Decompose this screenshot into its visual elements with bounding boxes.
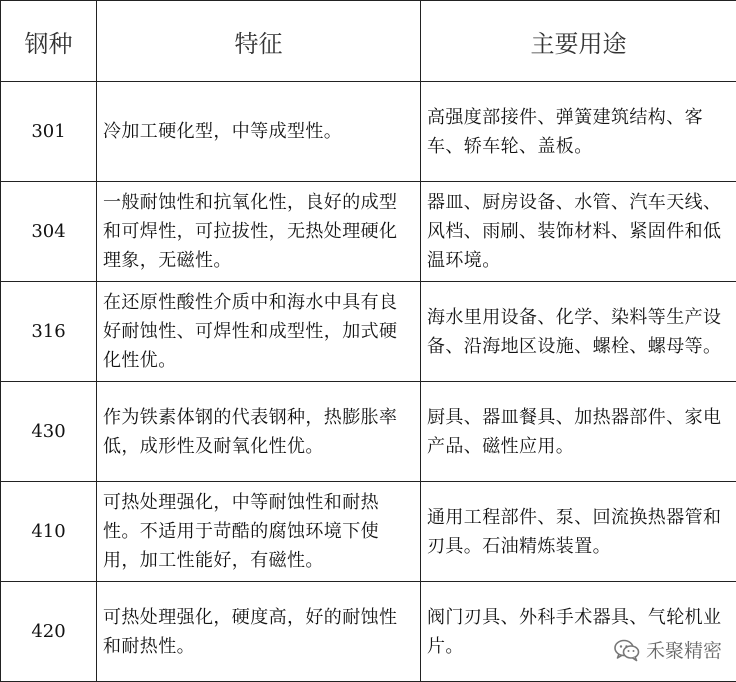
usage-cell: 厨具、器皿餐具、加热器部件、家电产品、磁性应用。 — [421, 382, 736, 482]
usage-cell: 阀门刃具、外科手术器具、气轮机业片。 — [421, 582, 736, 682]
table-row — [1, 582, 736, 682]
grade-cell: 304 — [1, 182, 97, 282]
usage-cell: 海水里用设备、化学、染料等生产设备、沿海地区设施、螺栓、螺母等。 — [421, 282, 736, 382]
grade-cell: 420 — [1, 582, 97, 682]
table-row — [1, 82, 736, 182]
watermark — [614, 636, 722, 663]
grade-cell: 301 — [1, 82, 97, 182]
grade-cell: 410 — [1, 482, 97, 582]
feature-cell: 在还原性酸性介质中和海水中具有良好耐蚀性、可焊性和成型性，加式硬化性优。 — [97, 282, 421, 382]
table-row — [1, 282, 736, 382]
feature-cell: 可热处理强化，中等耐蚀性和耐热性。不适用于苛酷的腐蚀环境下使用，加工性能好，有磁性。 — [97, 482, 421, 582]
usage-cell: 器皿、厨房设备、水管、汽车天线、风档、雨刷、装饰材料、紧固件和低温环境。 — [421, 182, 736, 282]
table-row — [1, 482, 736, 582]
feature-cell: 可热处理强化，硬度高，好的耐蚀性和耐热性。 — [97, 582, 421, 682]
header-grade: 钢种 — [1, 1, 97, 82]
table-row — [1, 182, 736, 282]
grade-cell: 316 — [1, 282, 97, 382]
table-row — [1, 382, 736, 482]
feature-cell: 作为铁素体钢的代表钢种，热膨胀率低，成形性及耐氧化性优。 — [97, 382, 421, 482]
header-usage: 主要用途 — [421, 1, 736, 82]
header-feature: 特征 — [97, 1, 421, 82]
usage-cell: 高强度部接件、弹簧建筑结构、客车、轿车轮、盖板。 — [421, 82, 736, 182]
watermark-text: 禾聚精密 — [646, 636, 722, 663]
grade-cell: 430 — [1, 382, 97, 482]
usage-cell: 通用工程部件、泵、回流换热器管和刃具。石油精炼装置。 — [421, 482, 736, 582]
feature-cell: 冷加工硬化型，中等成型性。 — [97, 82, 421, 182]
wechat-icon — [614, 638, 640, 662]
feature-cell: 一般耐蚀性和抗氧化性，良好的成型和可焊性，可拉拔性，无热处理硬化理象，无磁性。 — [97, 182, 421, 282]
header-row — [1, 1, 736, 82]
